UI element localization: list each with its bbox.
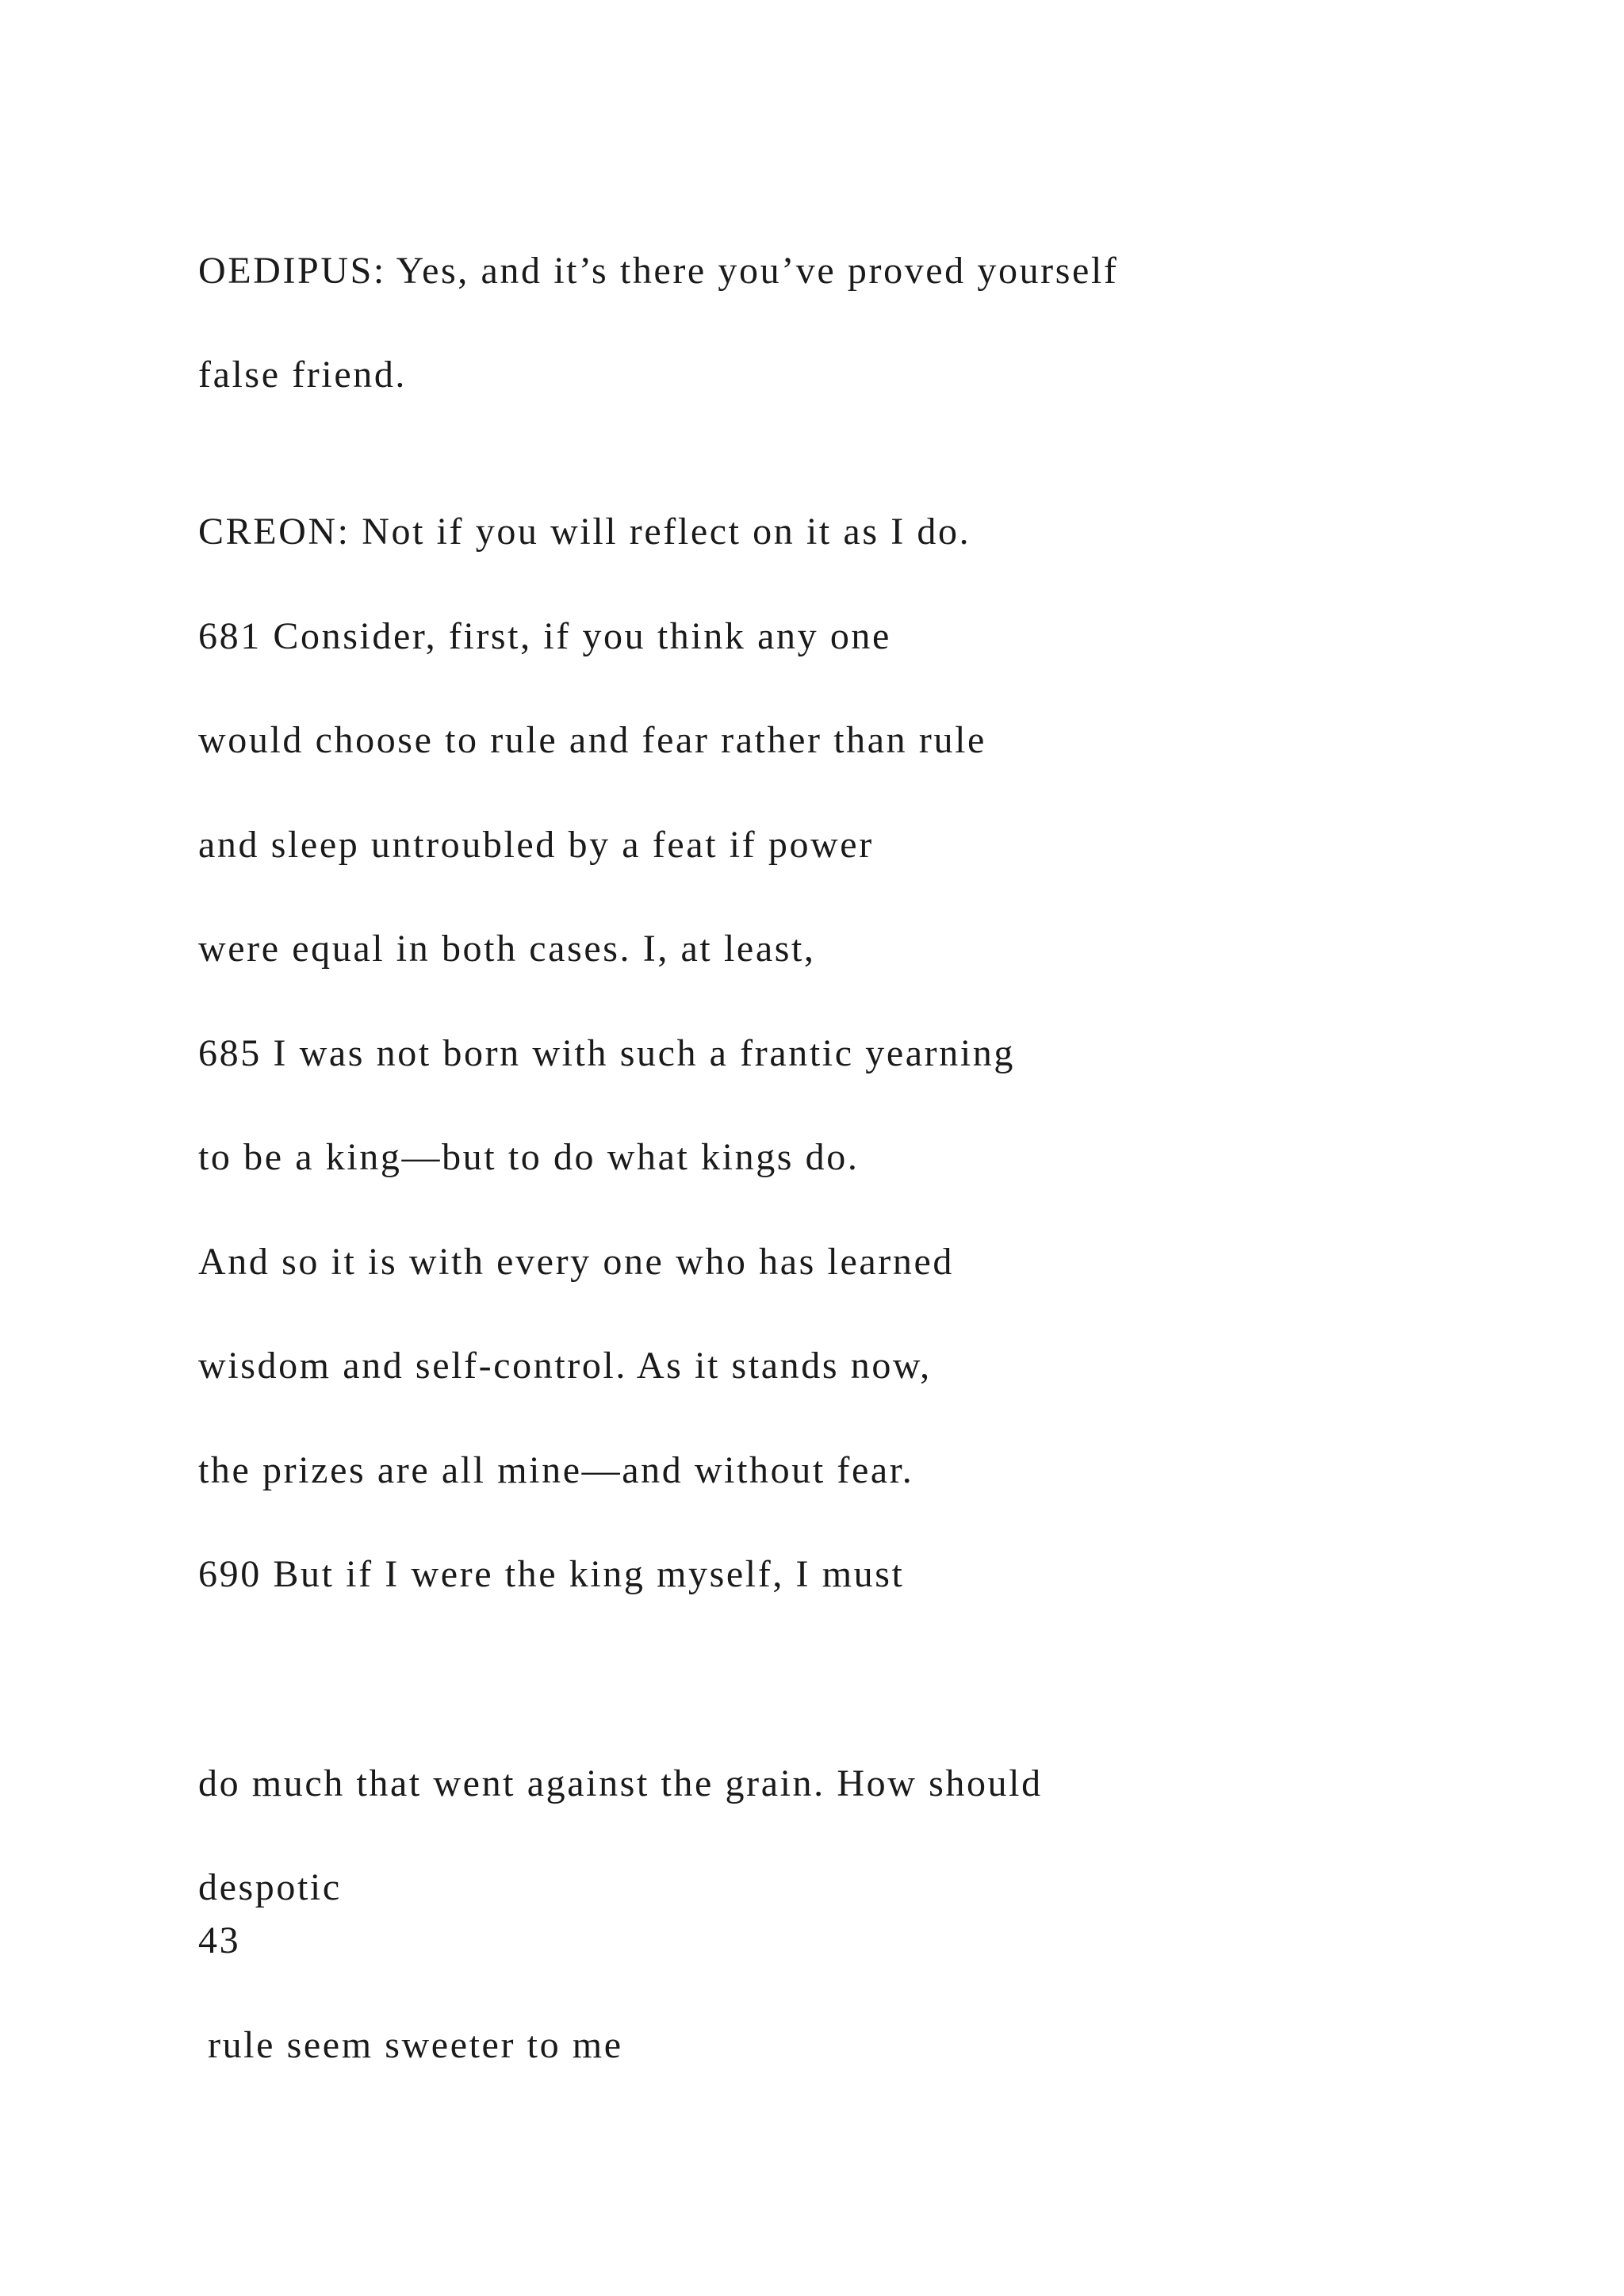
text-line: rule seem sweeter to me xyxy=(208,2024,623,2066)
text-line: and sleep untroubled by a feat if power xyxy=(198,824,874,866)
text-line: CREON: Not if you will reflect on it as I do. xyxy=(198,511,971,553)
text-line: the prizes are all mine—and without fear. xyxy=(198,1449,914,1491)
text-line: despotic xyxy=(198,1866,342,1908)
text-line: OEDIPUS: Yes, and it’s there you’ve proved yourself xyxy=(198,250,1119,292)
page-number: 43 xyxy=(198,1919,241,1961)
text-line: 681 Consider, first, if you think any one xyxy=(198,615,891,657)
text-line: do much that went against the grain. How should xyxy=(198,1762,1043,1804)
text-line: 685 I was not born with such a frantic yearning xyxy=(198,1032,1015,1074)
text-line: wisdom and self-control. As it stands now, xyxy=(198,1345,932,1387)
text-line: 690 But if I were the king myself, I must xyxy=(198,1553,905,1595)
text-line: were equal in both cases. I, at least, xyxy=(198,928,816,970)
text-line: false friend. xyxy=(198,354,408,396)
text-line: to be a king—but to do what kings do. xyxy=(198,1136,860,1178)
text-line: would choose to rule and fear rather than rule xyxy=(198,719,986,761)
text-line: And so it is with every one who has learned xyxy=(198,1241,954,1283)
